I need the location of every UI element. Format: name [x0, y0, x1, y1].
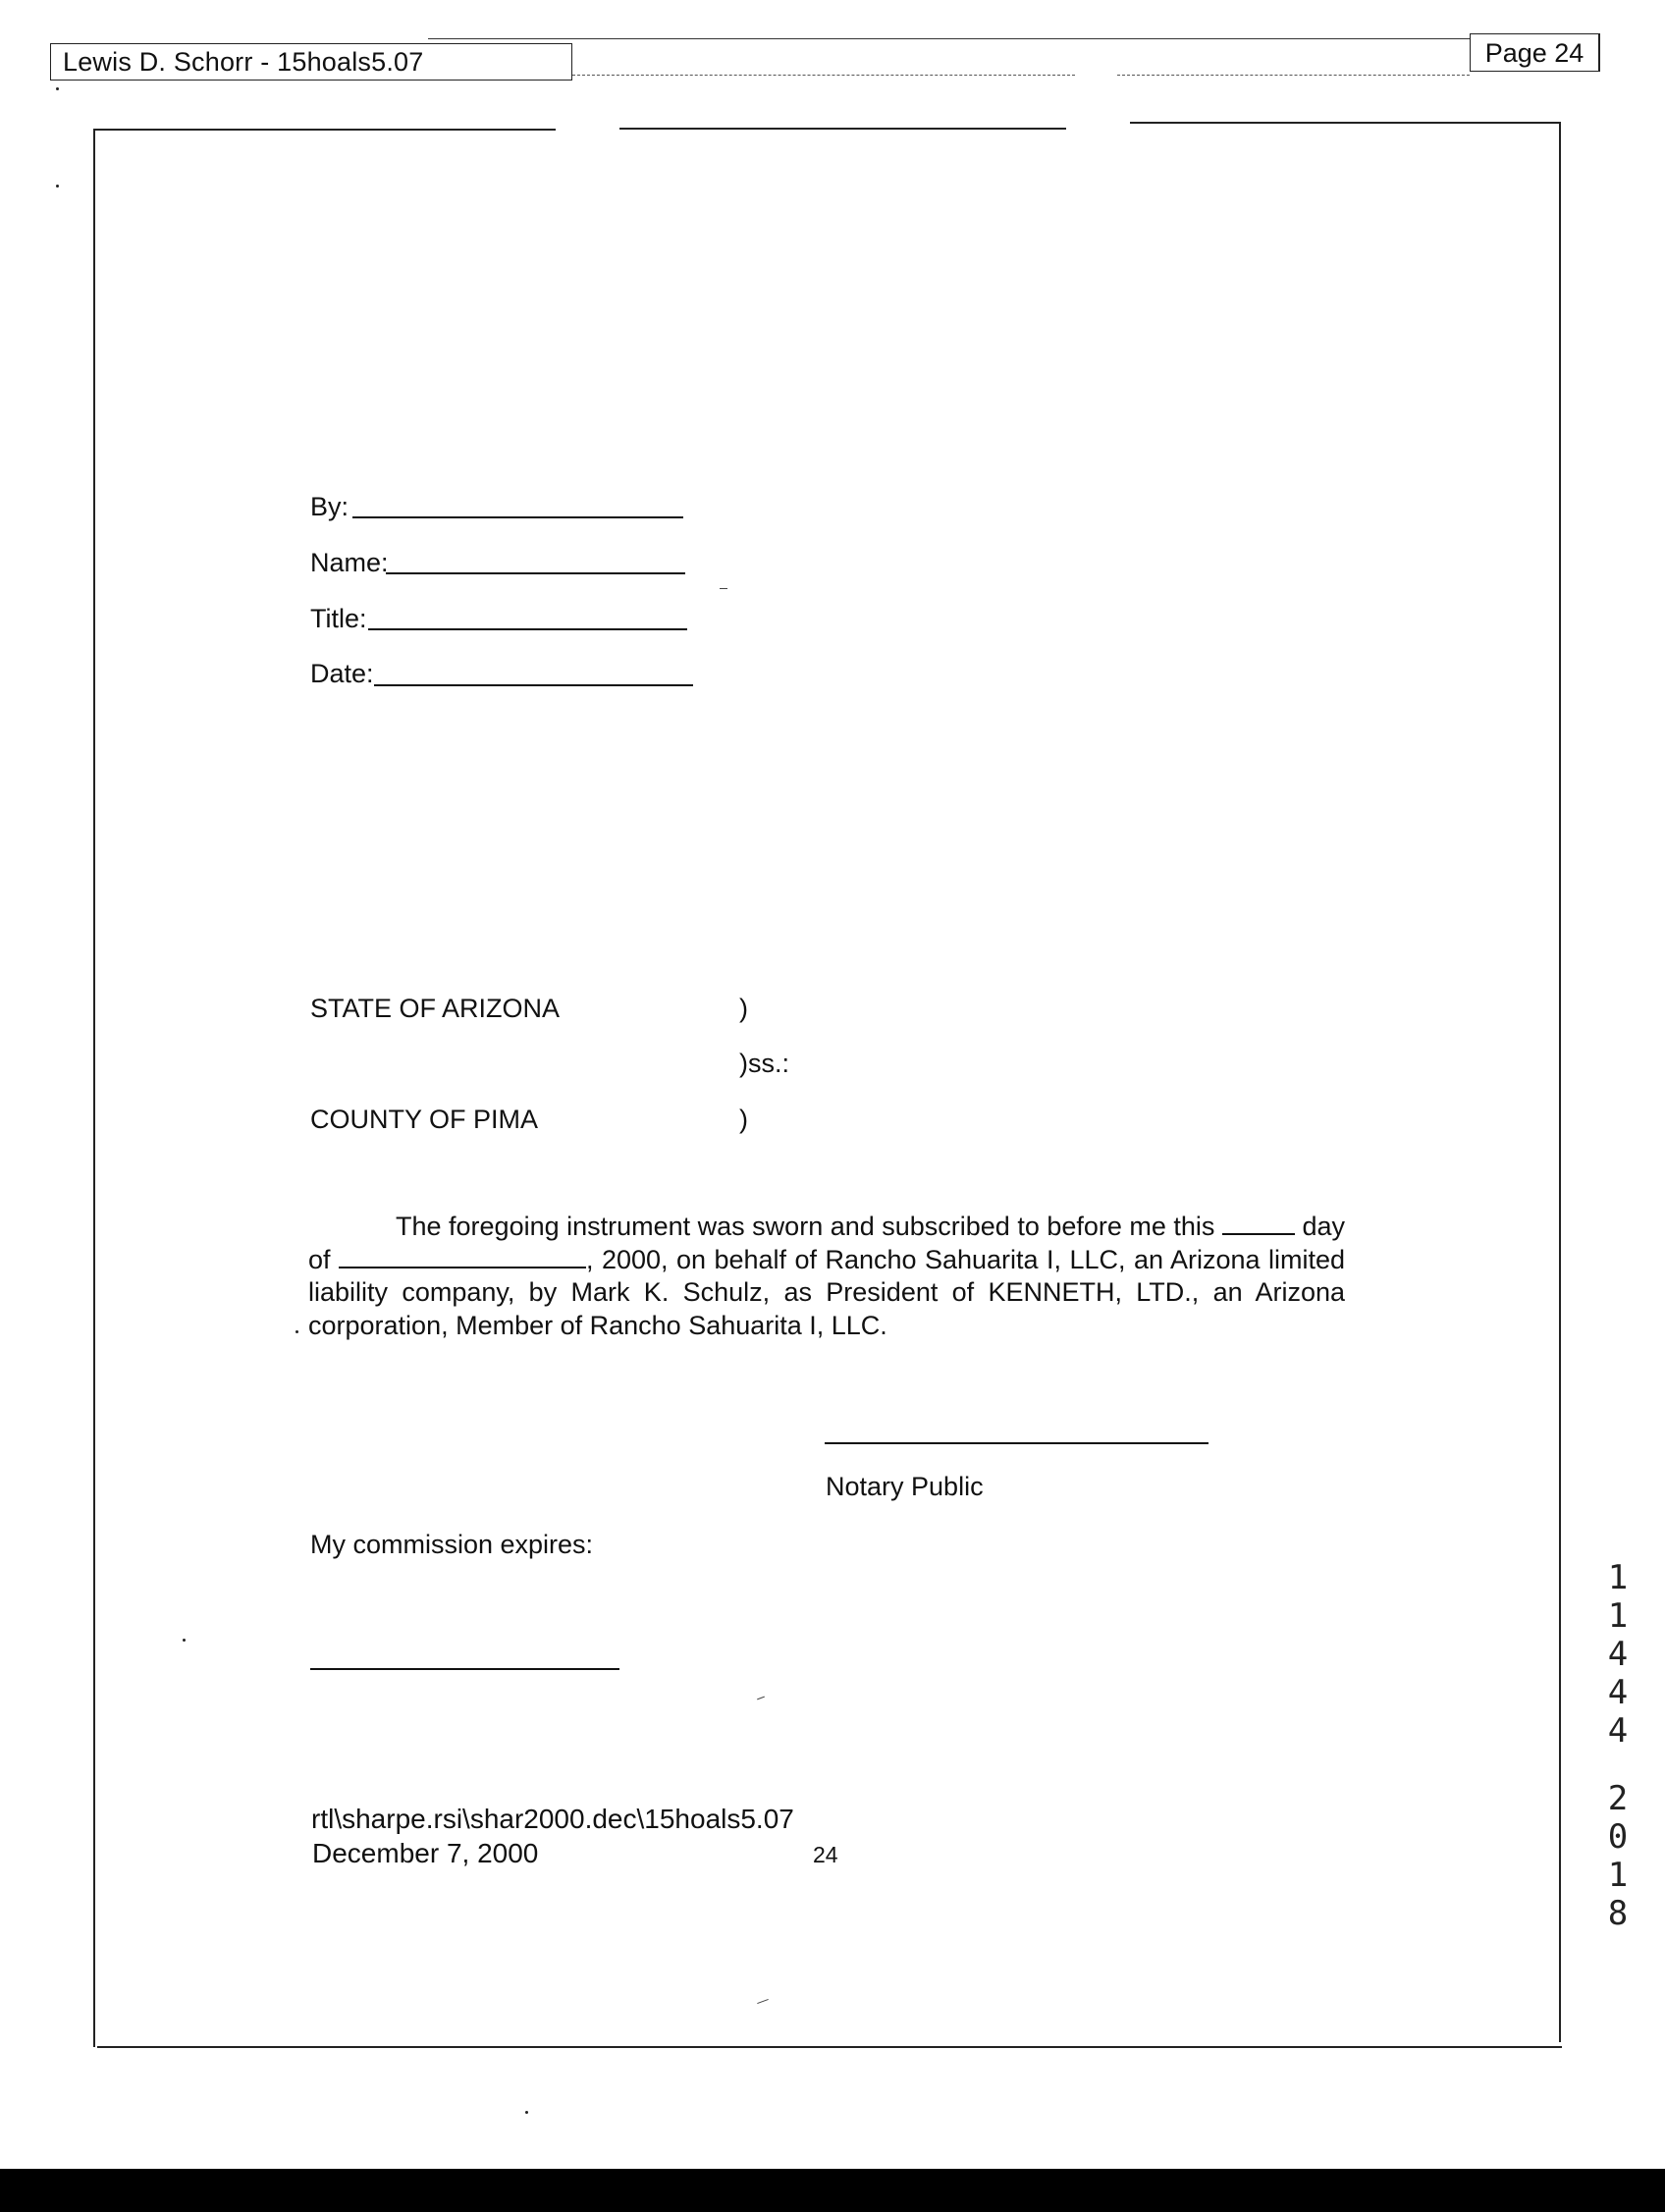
by-signature-line — [352, 516, 683, 518]
footer-file-path: rtl\sharpe.rsi\shar2000.dec\15hoals5.07 — [311, 1804, 794, 1834]
scan-speck — [295, 1330, 298, 1333]
bates-digit: 8 — [1607, 1894, 1629, 1933]
scan-bottom-edge — [0, 2169, 1665, 2212]
scan-mark — [720, 588, 727, 589]
title-label: Title: — [310, 604, 367, 633]
fax-header-sender: Lewis D. Schorr - 15hoals5.07 — [50, 43, 572, 81]
month-blank — [339, 1245, 586, 1268]
frame-top — [619, 128, 1066, 130]
venue-paren-top: ) — [739, 994, 748, 1023]
header-rule — [428, 38, 1470, 39]
bates-digit: 1 — [1607, 1558, 1629, 1597]
bates-digit: 4 — [1607, 1711, 1629, 1751]
venue-paren-bottom: ) — [739, 1105, 748, 1134]
bates-digit: 2 — [1607, 1779, 1629, 1818]
notary-public-label: Notary Public — [826, 1472, 984, 1501]
notary-signature-line — [825, 1442, 1208, 1444]
scan-speck — [183, 1639, 186, 1642]
acknowledgment-text-1: The foregoing instrument was sworn and subscribed to before me this — [396, 1212, 1215, 1241]
acknowledgment-text-3: , 2000, on behalf of Rancho Sahuarita I, LLC, an Arizona limited liability company, by Mark K. Schulz, as President of KENNETH, LTD., an Arizona corporation, Member of Rancho Sahuarita I, LLC. — [308, 1244, 1345, 1340]
fax-header-page: Page 24 — [1470, 33, 1600, 72]
frame-top — [93, 129, 556, 131]
scan-speck — [525, 2111, 528, 2114]
bates-stamp — [1600, 1559, 1636, 1933]
frame-top — [1130, 122, 1561, 124]
footer-page-number: 24 — [813, 1842, 838, 1867]
frame-right — [1559, 122, 1561, 2042]
venue-ss: )ss.: — [739, 1049, 789, 1078]
date-line — [374, 684, 693, 686]
commission-date-line — [310, 1668, 619, 1670]
header-rule-dashed — [1117, 75, 1470, 76]
commission-expires-label: My commission expires: — [310, 1530, 594, 1559]
frame-left — [93, 129, 95, 2047]
bates-digit: 0 — [1607, 1817, 1629, 1857]
title-line — [368, 628, 687, 630]
county-venue: COUNTY OF PIMA — [310, 1105, 539, 1134]
scan-speck — [56, 185, 59, 188]
frame-bottom — [97, 2046, 1562, 2048]
by-label: By: — [310, 492, 349, 521]
acknowledgment-paragraph — [308, 1211, 1345, 1342]
state-venue: STATE OF ARIZONA — [310, 994, 561, 1023]
scan-speck — [56, 87, 59, 90]
scan-mark — [757, 1697, 765, 1700]
bates-digit: 4 — [1607, 1673, 1629, 1712]
name-line — [386, 572, 685, 574]
name-label: Name: — [310, 548, 389, 577]
acknowledgment-text-2: day of — [308, 1212, 1346, 1274]
header-rule-dashed — [572, 75, 1075, 76]
bates-digit: 1 — [1607, 1856, 1629, 1895]
bates-digit: 1 — [1607, 1596, 1629, 1636]
date-label: Date: — [310, 659, 374, 688]
footer-date: December 7, 2000 — [312, 1838, 539, 1868]
bates-gap — [1600, 1751, 1636, 1780]
bates-digit: 4 — [1607, 1635, 1629, 1674]
day-blank — [1222, 1212, 1295, 1235]
scan-mark — [757, 1999, 769, 2004]
